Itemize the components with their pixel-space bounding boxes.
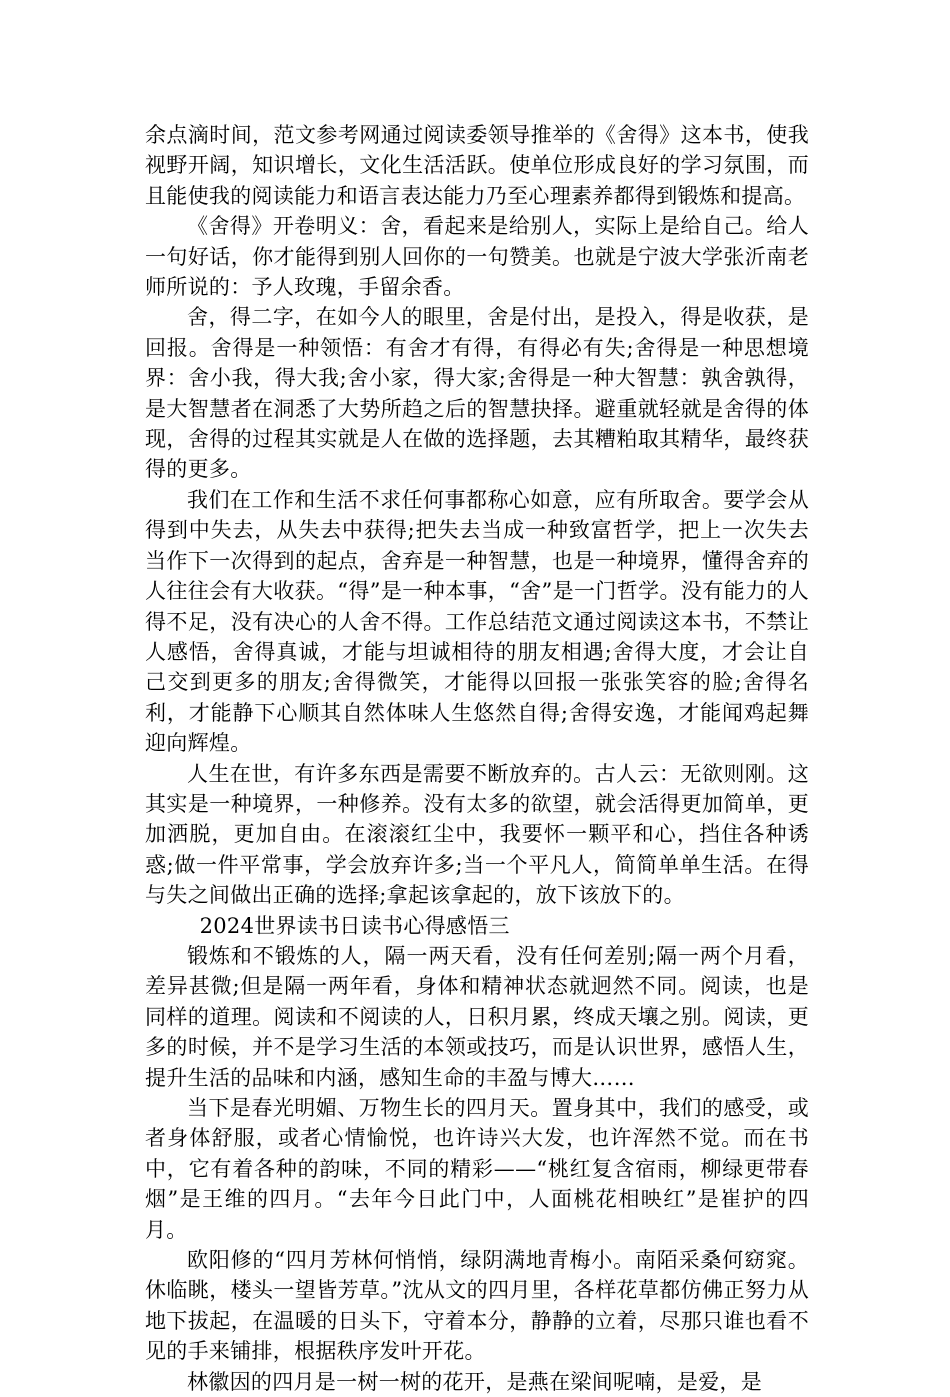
paragraph-5: 人生在世，有许多东西是需要不断放弃的。古人云：无欲则刚。这其实是一种境界，一种修养。没有太多的欲望，就会活得更加简单，更加洒脱，更加自由。在滚滚红尘中，我要怀一颗平和心，挡住各种诱惑;做一件平常事，学会放弃许多;当一个平凡人，简简单单生活。在得与失之间做出正确的选择;拿起该拿起的，放下该放下的。 <box>145 761 809 908</box>
paragraph-2: 《舍得》开卷明义：舍，看起来是给别人，实际上是给自己。给人一句好话，你才能得到别人回你的一句赞美。也就是宁波大学张沂南老师所说的：予人玫瑰，手留余香。 <box>145 214 809 300</box>
document-page <box>145 120 809 1397</box>
paragraph-7: 当下是春光明媚、万物生长的四月天。置身其中，我们的感受，或者身体舒服，或者心情愉悦，也许诗兴大发，也许浑然不觉。而在书中，它有着各种的韵味，不同的精彩——“桃红复含宿雨，柳绿更带春烟”是王维的四月。“去年今日此门中，人面桃花相映红”是崔护的四月。 <box>145 1096 809 1242</box>
paragraph-1: 余点滴时间，范文参考网通过阅读委领导推举的《舍得》这本书，使我视野开阔，知识增长，文化生活活跃。使单位形成良好的学习氛围，而且能使我的阅读能力和语言表达能力乃至心理素养都得到锻炼和提高。 <box>145 123 809 208</box>
paragraph-9: 林徽因的四月是一树一树的花开，是燕在梁间呢喃，是爱，是 <box>187 1369 763 1394</box>
paragraph-4: 我们在工作和生活不求任何事都称心如意，应有所取舍。要学会从得到中失去，从失去中获得;把失去当成一种致富哲学，把上一次失去当作下一次得到的起点，舍弃是一种智慧，也是一种境界，懂得舍弃的人往往会有大收获。“得”是一种本事，“舍”是一门哲学。没有能力的人得不足，没有决心的人舍不得。工作总结范文通过阅读这本书，不禁让人感悟，舍得真诚，才能与坦诚相待的朋友相遇;舍得大度，才会让自己交到更多的朋友;舍得微笑，才能得以回报一张张笑容的脸;舍得名利，才能静下心顺其自然体味人生悠然自得;舍得安逸，才能闻鸡起舞迎向辉煌。 <box>145 487 809 756</box>
paragraph-3: 舍，得二字，在如今人的眼里，舍是付出，是投入，得是收获，是回报。舍得是一种领悟：有舍才有得，有得必有失;舍得是一种思想境界：舍小我，得大我;舍小家，得大家;舍得是一种大智慧：孰舍孰得，是大智慧者在洞悉了大势所趋之后的智慧抉择。避重就轻就是舍得的体现，舍得的过程其实就是人在做的选择题，去其糟粕取其精华，最终获得的更多。 <box>145 305 809 482</box>
section-heading: 2024世界读书日读书心得感悟三 <box>199 913 510 938</box>
paragraph-8: 欧阳修的“四月芳林何悄悄，绿阴满地青梅小。南陌采桑何窈窕。休临眺，楼头一望皆芳草。”沈从文的四月里，各样花草都仿佛正努力从地下拔起，在温暖的日头下，守着本分，静静的立着，尽那只谁也看不见的手来铺排，根据秩序发叶开花。 <box>145 1248 809 1364</box>
paragraph-6: 锻炼和不锻炼的人，隔一两天看，没有任何差别;隔一两个月看，差异甚微;但是隔一两年看，身体和精神状态就迥然不同。阅读，也是同样的道理。阅读和不阅读的人，日积月累，终成天壤之别。阅读，更多的时候，并不是学习生活的本领或技巧，而是认识世界，感悟人生，提升生活的品味和内涵，感知生命的丰盈与博大…… <box>145 943 809 1090</box>
